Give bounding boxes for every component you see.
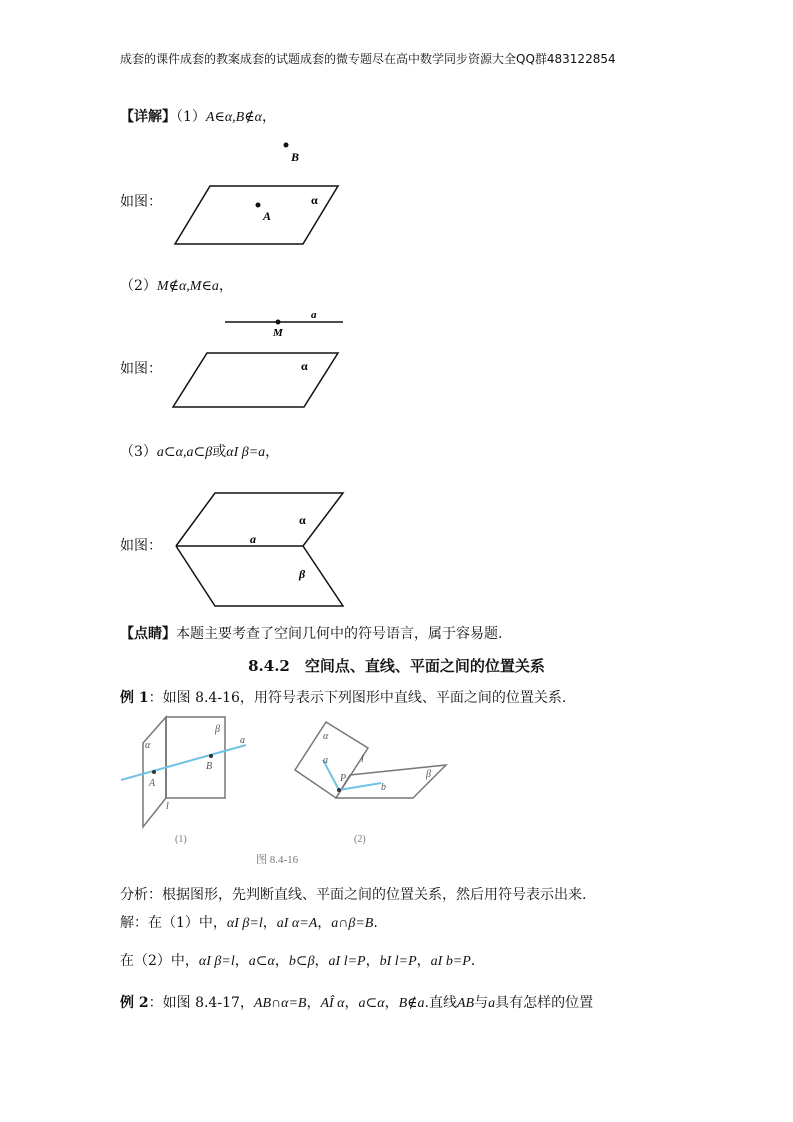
figure-1: [165, 135, 355, 250]
solution2-m3: b⊂β: [288, 954, 315, 969]
label-a-f1: a: [240, 735, 245, 746]
part3-end: ，: [265, 444, 280, 460]
solution2-sep2: ，: [274, 953, 289, 969]
part2-end: ，: [218, 278, 233, 294]
fig3-label: 如图：: [120, 538, 162, 554]
solution-m1: αI β=l: [226, 916, 263, 931]
solution-m2: aI α=A: [276, 916, 318, 931]
solution2-m2: a⊂α: [248, 954, 275, 969]
detail-tag: 【详解】: [120, 109, 176, 125]
solution2-sep1: ，: [234, 953, 249, 969]
example2-line: [120, 992, 593, 1012]
example2-sep1: ，: [306, 995, 321, 1011]
label-alpha: α: [311, 193, 318, 207]
example1-text: ：如图 8.4-16，用符号表示下列图形中直线、平面之间的位置关系.: [148, 690, 567, 706]
label-a: A: [263, 209, 272, 223]
label-line-a: a: [311, 309, 317, 321]
section-title: 8.4.2 空间点、直线、平面之间的位置关系: [248, 657, 545, 675]
detail-line-2: [120, 275, 233, 295]
solution2-m5: bI l=P: [379, 954, 417, 969]
plane-alpha-2: [173, 353, 338, 407]
solution2-end: .: [470, 953, 476, 969]
part1-end: ，: [261, 109, 276, 125]
label-p-f2: P: [340, 773, 347, 784]
solution-prefix: 解：在（1）中，: [120, 915, 227, 931]
fig2-label: 如图：: [120, 361, 162, 377]
example2-rest2: 与: [474, 995, 489, 1011]
solution2-sep5: ，: [416, 953, 431, 969]
figure-2: [165, 305, 355, 415]
example2-rest: .直线: [424, 995, 457, 1011]
solution2-m6: aI b=P: [430, 954, 471, 969]
label-alpha-f1: α: [145, 740, 151, 751]
point-b-f1: [209, 754, 213, 758]
part2-label: （2）: [120, 278, 157, 294]
solution-line-1: [120, 912, 378, 932]
solution2-m1: αI β=l: [198, 954, 235, 969]
example2-m5: AB: [456, 996, 475, 1011]
label-beta-f2: β: [426, 769, 431, 780]
plane-alpha-3: [176, 493, 343, 546]
part3-label: （3）: [120, 444, 157, 460]
example2-m4: B∉a: [398, 996, 425, 1011]
solution2-m4: aI l=P: [328, 954, 366, 969]
example1-label: 例 1: [120, 690, 149, 706]
label-a-point-f1: A: [149, 778, 156, 789]
part1-math: A∈α,B∉α: [205, 110, 262, 125]
solution-sep1: ，: [262, 915, 277, 931]
example2-text: ：如图 8.4-17，: [148, 995, 254, 1011]
example2-rest3: 具有怎样的位置: [495, 995, 594, 1011]
comment-line: [120, 623, 502, 643]
figure-3: [165, 488, 355, 613]
detail-line-1: [120, 106, 276, 126]
caption-f2: (2): [354, 834, 366, 845]
solution2-sep3: ，: [314, 953, 329, 969]
solution2-sep4: ，: [365, 953, 380, 969]
comment-tag: 【点睛】: [120, 626, 176, 642]
example2-m1: AB∩α=B: [253, 996, 307, 1011]
label-b-f1: B: [206, 761, 213, 772]
label-l-f2: l: [361, 754, 364, 765]
example2-sep2: ，: [344, 995, 359, 1011]
point-a-f1: [152, 770, 156, 774]
label-alpha-2: α: [301, 359, 308, 373]
figure-8-4-16: [118, 710, 458, 870]
example2-label: 例 2: [120, 995, 149, 1011]
comment-text: 本题主要考查了空间几何中的符号语言，属于容易题.: [176, 626, 503, 642]
label-m: M: [273, 327, 283, 339]
label-beta-f1: β: [215, 724, 220, 735]
point-a: [256, 203, 261, 208]
plane-beta-3: [176, 546, 343, 606]
label-l-f1: l: [166, 801, 169, 812]
part3-or: 或: [212, 444, 227, 460]
analysis-line: 分析：根据图形，先判断直线、平面之间的位置关系，然后用符号表示出来.: [120, 887, 587, 903]
label-b-f2: b: [381, 782, 386, 793]
part3-math2: αI β=a: [226, 445, 266, 460]
part1-label: （1）: [176, 109, 206, 125]
label-a-f2: a: [323, 755, 328, 766]
label-alpha-3: α: [299, 513, 306, 527]
point-m: [276, 320, 281, 325]
label-b: B: [291, 150, 300, 164]
line-a-f1: [121, 745, 246, 780]
part2-math: M∉α,M∈a: [156, 279, 219, 294]
label-beta-3: β: [299, 567, 306, 581]
example2-m6: a: [488, 996, 496, 1011]
solution-m3: a∩β=B: [331, 916, 374, 931]
example2-m2: AÎ α: [320, 996, 345, 1011]
label-alpha-f2: α: [323, 731, 329, 742]
figure-caption: 图 8.4-16: [256, 854, 299, 866]
detail-line-3: [120, 441, 279, 461]
caption-f1: (1): [175, 834, 187, 845]
solution2-prefix: 在（2）中，: [120, 953, 199, 969]
example1-line: [120, 687, 566, 707]
point-b: [284, 143, 289, 148]
page-header: 成套的课件成套的教案成套的试题成套的微专题尽在高中数学同步资源大全QQ群483122854: [120, 52, 616, 66]
solution-end: .: [373, 915, 378, 931]
fig1-label: 如图：: [120, 194, 162, 210]
label-a-3: a: [250, 532, 256, 546]
point-p-f2: [337, 788, 341, 792]
example2-sep3: ，: [384, 995, 399, 1011]
solution-sep2: ，: [317, 915, 332, 931]
solution-line-2: [120, 950, 475, 970]
part3-math: a⊂α,a⊂β: [156, 445, 213, 460]
example2-m3: a⊂α: [358, 996, 385, 1011]
